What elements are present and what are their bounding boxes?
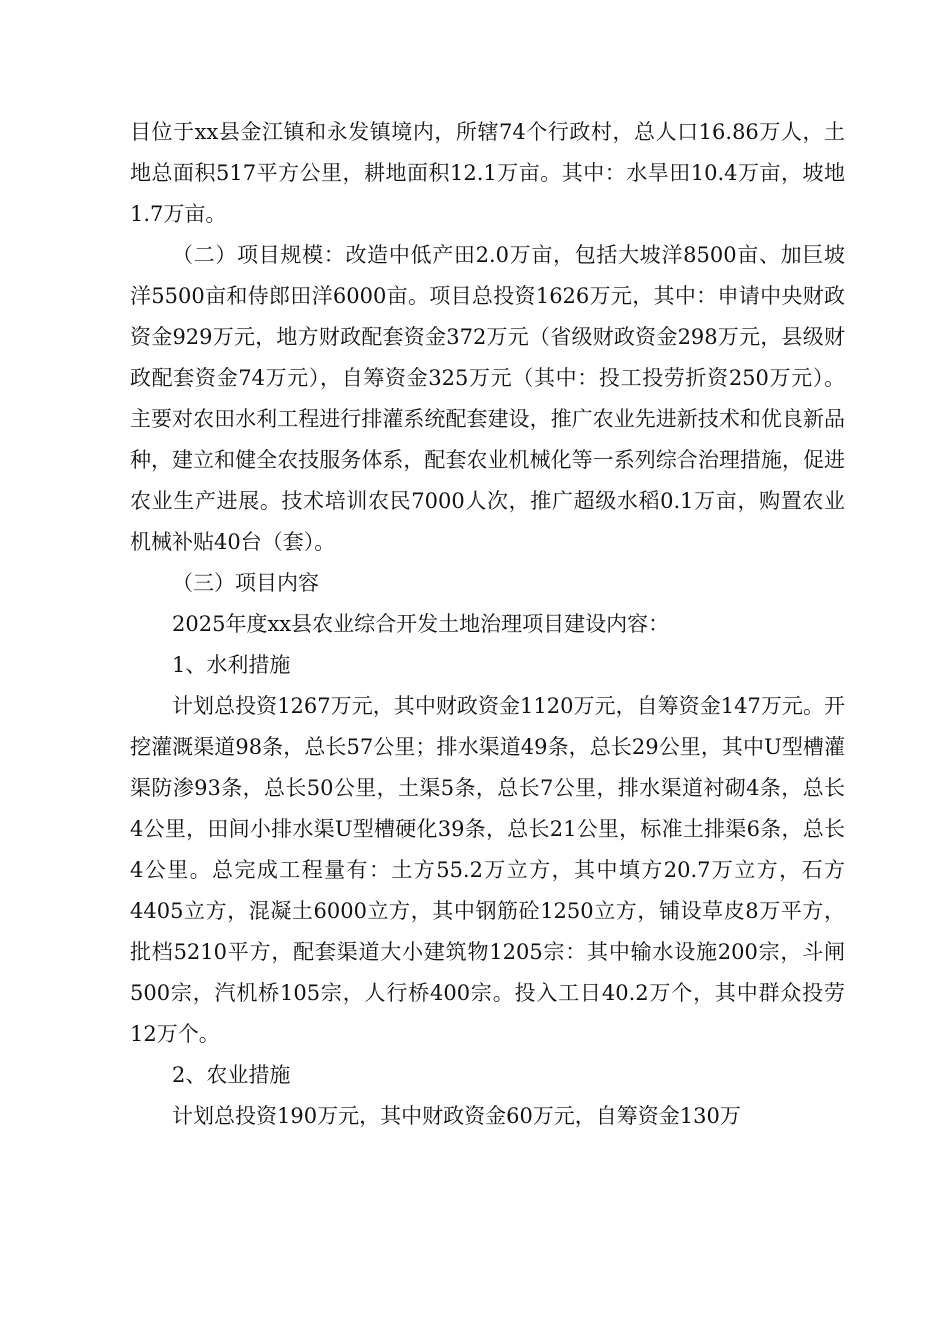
paragraph-water-measures: 计划总投资1267万元，其中财政资金1120万元，自筹资金147万元。开挖灌溉渠道98条，总长57公里；排水渠道49条，总长29公里，其中U型槽灌渠防渗93条，总长50公里，土渠5条，总长7公里，排水渠道衬砌4条，总长4公里，田间小排水渠U型槽硬化39条，总长21公里，标准土排渠6条，总长4公里。总完成工程量有：土方55.2万立方，其中填方20.7万立方，石方4405立方，混凝土6000立方，其中钢筋砼1250立方，铺设草皮8万平方，批档5210平方，配套渠道大小建筑物1205宗：其中输水设施200宗，斗闸500宗，汽机桥105宗，人行桥400宗。投入工日40.2万个，其中群众投劳12万个。	[130, 694, 845, 1046]
heading-water-measures: 1、水利措施	[172, 653, 291, 677]
paragraph-project-scale: （二）项目规模：改造中低产田2.0万亩，包括大坡洋8500亩、加巨坡洋5500亩和侍郎田洋6000亩。项目总投资1626万元，其中：申请中央财政资金929万元，地方财政配套资金372万元（省级财政资金298万元，县级财政配套资金74万元），自筹资金325万元（其中：投工投劳折资250万元）。主要对农田水利工程进行排灌系统配套建设，推广农业先进新技术和优良新品种，建立和健全农技服务体系，配套农业机械化等一系列综合治理措施，促进农业生产进展。技术培训农民7000人次，推广超级水稻0.1万亩，购置农业机械补贴40台（套）。	[130, 243, 845, 554]
document-body	[130, 112, 845, 1137]
paragraph-construction-content: 2025年度xx县农业综合开发土地治理项目建设内容：	[172, 612, 670, 636]
heading-project-content: （三）项目内容	[172, 571, 319, 595]
paragraph-agriculture-measures: 计划总投资190万元，其中财政资金60万元，自筹资金130万	[172, 1104, 741, 1128]
paragraph-location: 目位于xx县金江镇和永发镇境内，所辖74个行政村，总人口16.86万人，土地总面积517平方公里，耕地面积12.1万亩。其中：水旱田10.4万亩，坡地1.7万亩。	[130, 120, 845, 226]
heading-agriculture-measures: 2、农业措施	[172, 1063, 291, 1087]
